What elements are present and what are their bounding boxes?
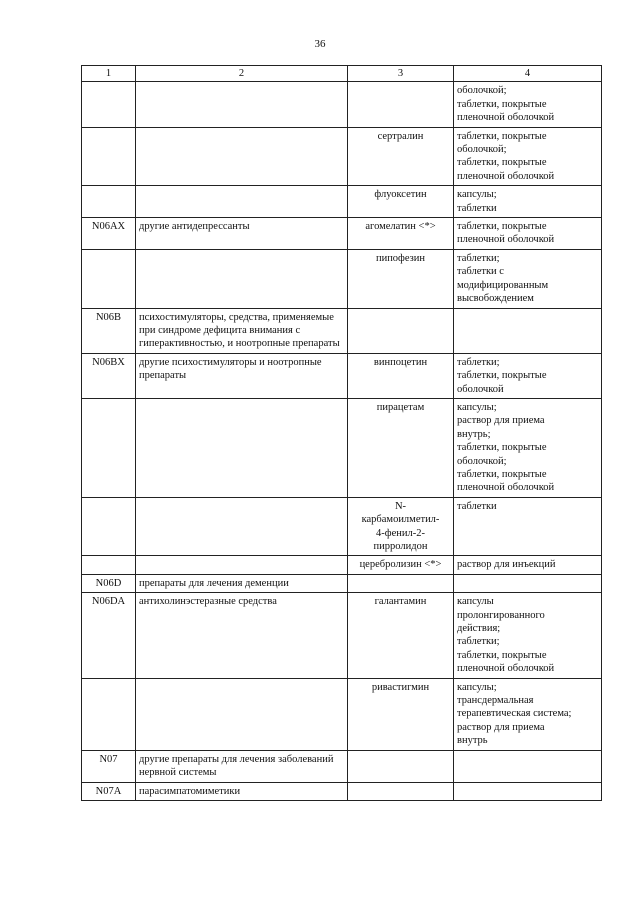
drug-name-cell: флуоксетин <box>348 186 454 218</box>
atc-code-cell <box>82 556 136 574</box>
dosage-forms-cell: оболочкой; таблетки, покрытые пленочной оболочкой <box>454 82 602 127</box>
dosage-forms-cell <box>454 782 602 800</box>
table-row <box>82 593 602 678</box>
table-row <box>82 249 602 308</box>
atc-code-cell: N07A <box>82 782 136 800</box>
table-row <box>82 750 602 782</box>
drug-name-cell <box>348 82 454 127</box>
dosage-forms-cell: таблетки; таблетки, покрытые оболочкой <box>454 353 602 398</box>
drug-name-cell <box>348 574 454 592</box>
table-row <box>82 353 602 398</box>
atc-code-cell <box>82 398 136 497</box>
dosage-forms-cell: таблетки, покрытые пленочной оболочкой <box>454 218 602 250</box>
drug-name-cell <box>348 308 454 353</box>
drug-name-cell: церебролизин <*> <box>348 556 454 574</box>
header-col-4: 4 <box>454 66 602 82</box>
page-number: 36 <box>314 38 326 50</box>
medication-table <box>81 65 602 801</box>
atc-code-cell: N06BX <box>82 353 136 398</box>
atc-code-cell: N06DA <box>82 593 136 678</box>
atc-code-cell <box>82 82 136 127</box>
group-name-cell: препараты для лечения деменции <box>136 574 348 592</box>
atc-code-cell <box>82 186 136 218</box>
header-row <box>82 66 602 82</box>
group-name-cell <box>136 82 348 127</box>
atc-code-cell: N06AX <box>82 218 136 250</box>
dosage-forms-cell: капсулы; трансдермальная терапевтическая система; раствор для приема внутрь <box>454 678 602 750</box>
atc-code-cell <box>82 678 136 750</box>
drug-name-cell: пирацетам <box>348 398 454 497</box>
table-row <box>82 497 602 556</box>
header-col-3: 3 <box>348 66 454 82</box>
drug-name-cell: винпоцетин <box>348 353 454 398</box>
group-name-cell <box>136 249 348 308</box>
atc-code-cell <box>82 127 136 186</box>
table-row <box>82 678 602 750</box>
table-row <box>82 308 602 353</box>
table-row <box>82 186 602 218</box>
drug-name-cell <box>348 750 454 782</box>
drug-name-cell: пипофезин <box>348 249 454 308</box>
group-name-cell: другие психостимуляторы и ноотропные препараты <box>136 353 348 398</box>
dosage-forms-cell: таблетки; таблетки с модифицированным высвобождением <box>454 249 602 308</box>
group-name-cell <box>136 556 348 574</box>
group-name-cell: другие антидепрессанты <box>136 218 348 250</box>
dosage-forms-cell: капсулы; раствор для приема внутрь; таблетки, покрытые оболочкой; таблетки, покрытые пленочной оболочкой <box>454 398 602 497</box>
dosage-forms-cell: таблетки, покрытые оболочкой; таблетки, покрытые пленочной оболочкой <box>454 127 602 186</box>
table-row <box>82 127 602 186</box>
atc-code-cell <box>82 249 136 308</box>
drug-name-cell: агомелатин <*> <box>348 218 454 250</box>
table-row <box>82 82 602 127</box>
dosage-forms-cell: капсулы; таблетки <box>454 186 602 218</box>
drug-name-cell: галантамин <box>348 593 454 678</box>
atc-code-cell <box>82 497 136 556</box>
table-row <box>82 782 602 800</box>
group-name-cell: антихолинэстеразные средства <box>136 593 348 678</box>
dosage-forms-cell: таблетки <box>454 497 602 556</box>
group-name-cell <box>136 186 348 218</box>
dosage-forms-cell: раствор для инъекций <box>454 556 602 574</box>
dosage-forms-cell <box>454 750 602 782</box>
group-name-cell: парасимпатомиметики <box>136 782 348 800</box>
group-name-cell: психостимуляторы, средства, применяемые при синдроме дефицита внимания с гиперактивностью, и ноотропные препараты <box>136 308 348 353</box>
drug-name-cell <box>348 782 454 800</box>
group-name-cell <box>136 127 348 186</box>
table-row <box>82 574 602 592</box>
dosage-forms-cell <box>454 308 602 353</box>
group-name-cell <box>136 398 348 497</box>
drug-name-cell: сертралин <box>348 127 454 186</box>
header-col-1: 1 <box>82 66 136 82</box>
header-col-2: 2 <box>136 66 348 82</box>
table-row <box>82 398 602 497</box>
drug-name-cell: ривастигмин <box>348 678 454 750</box>
table-row <box>82 218 602 250</box>
dosage-forms-cell <box>454 574 602 592</box>
group-name-cell <box>136 678 348 750</box>
atc-code-cell: N07 <box>82 750 136 782</box>
drug-name-cell: N- карбамоилметил- 4-фенил-2- пирролидон <box>348 497 454 556</box>
atc-code-cell: N06B <box>82 308 136 353</box>
group-name-cell <box>136 497 348 556</box>
dosage-forms-cell: капсулы пролонгированного действия; таблетки; таблетки, покрытые пленочной оболочкой <box>454 593 602 678</box>
group-name-cell: другие препараты для лечения заболеваний нервной системы <box>136 750 348 782</box>
atc-code-cell: N06D <box>82 574 136 592</box>
table-row <box>82 556 602 574</box>
